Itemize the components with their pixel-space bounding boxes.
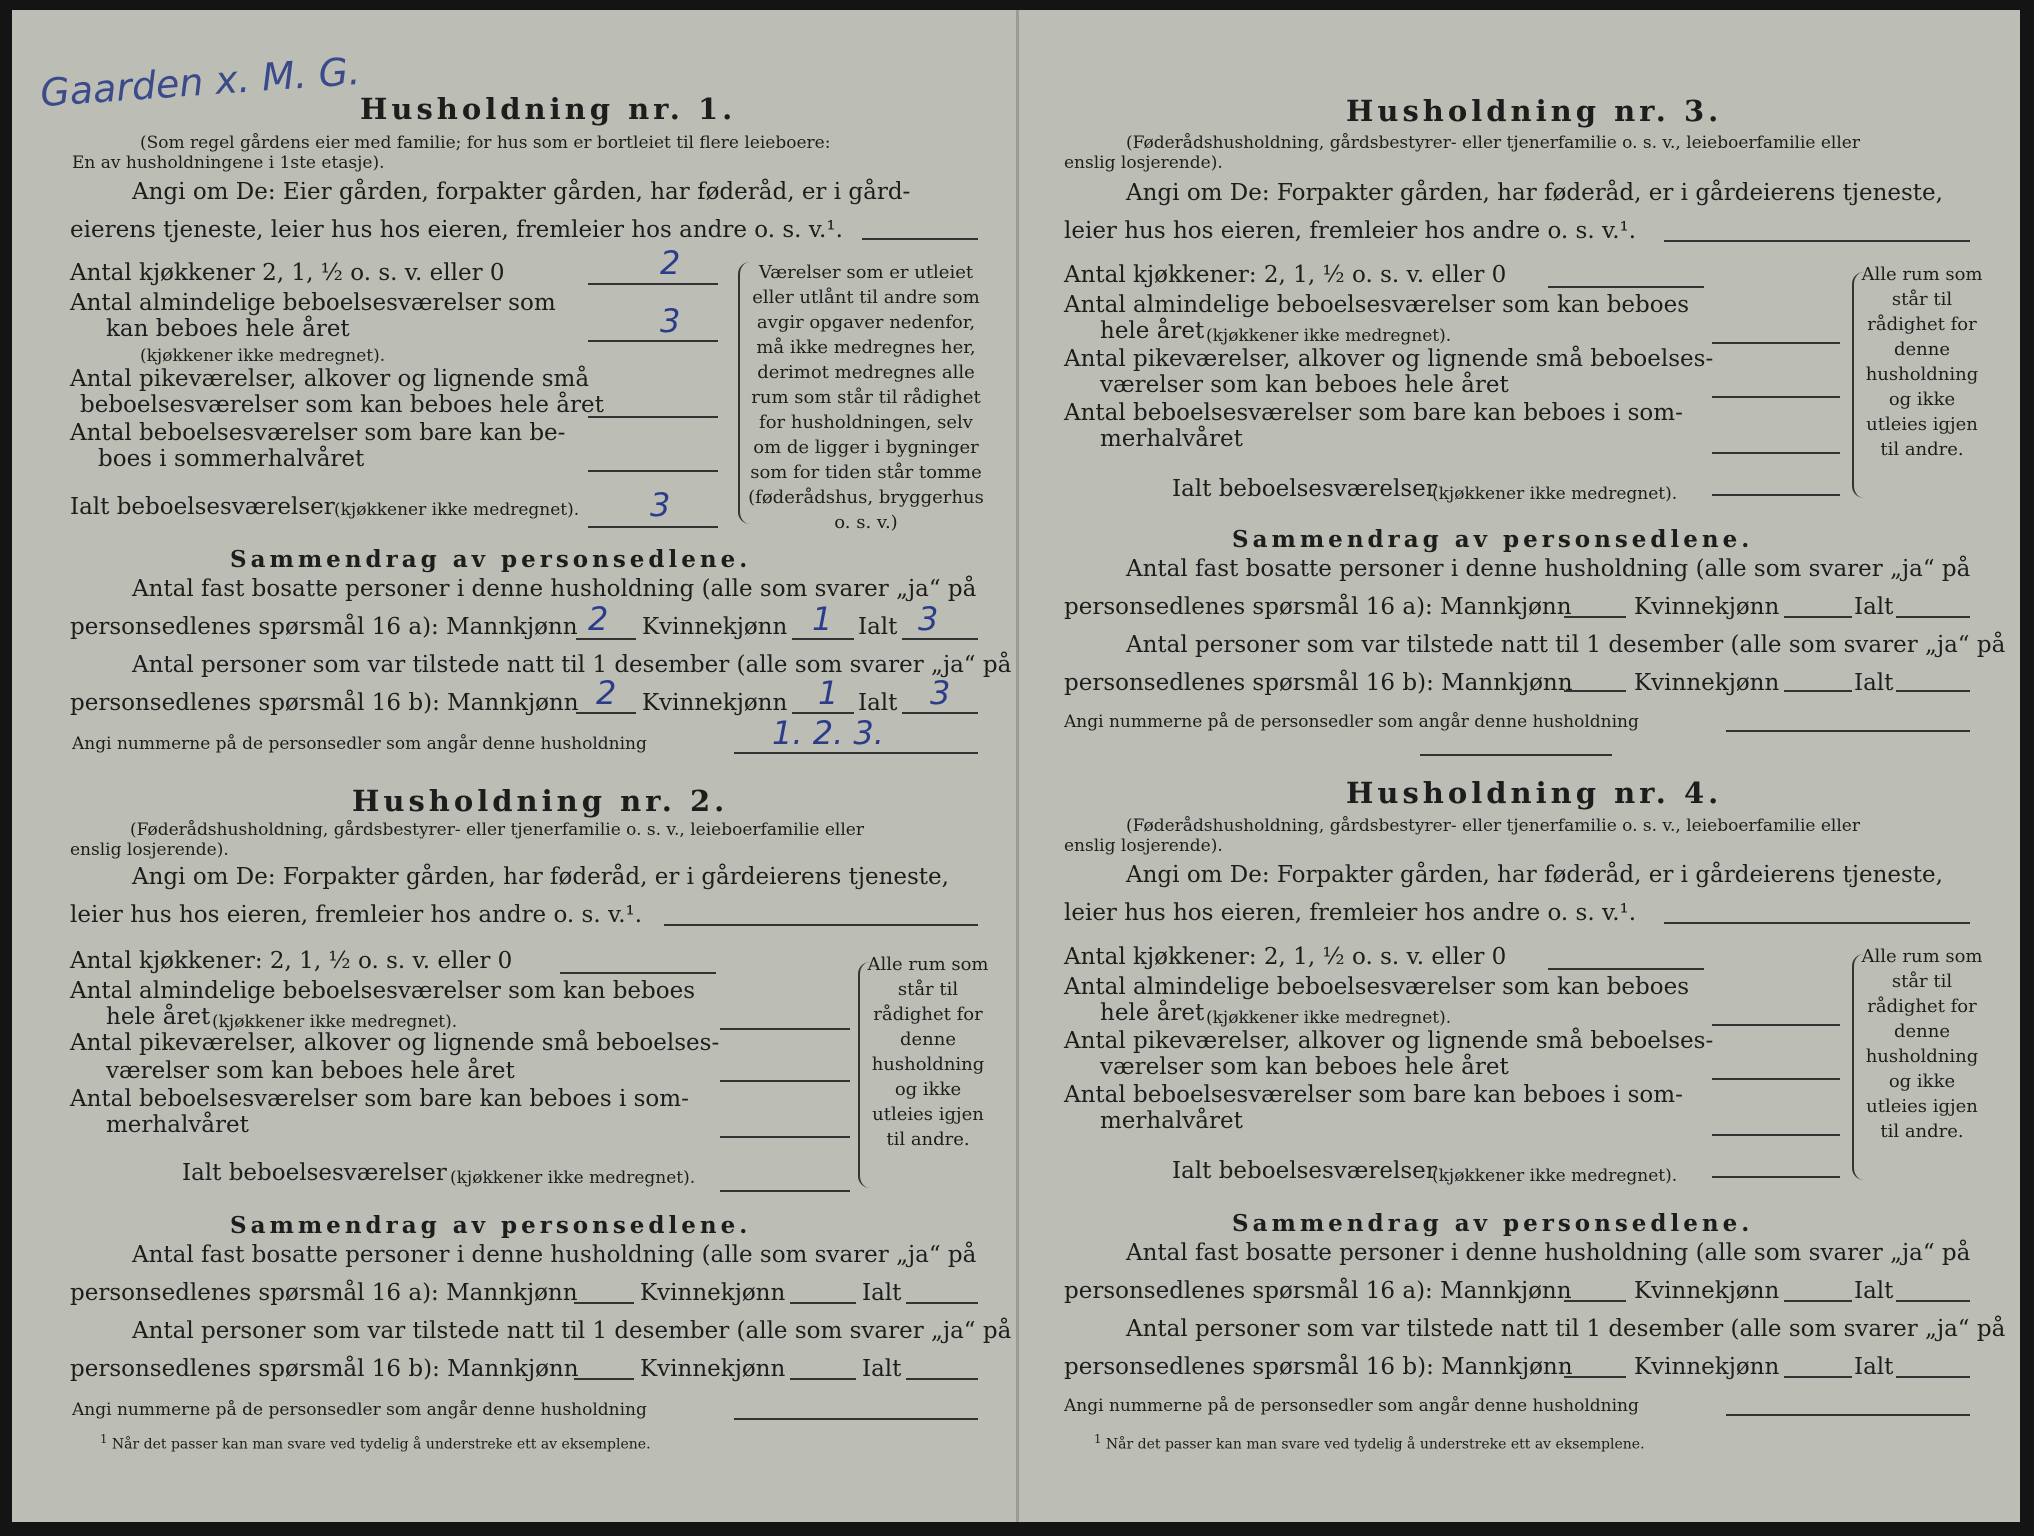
footnote-right-text: Når det passer kan man svare ved tydelig å understreke ett av eksemplene. [1105,1436,1645,1453]
h1-s1-female: 1 [812,600,833,638]
footnote-left-text: Når det passer kan man svare ved tydelig å understreke ett av eksemplene. [111,1436,651,1453]
h1-numbers-label: Angi nummerne på de personsedler som angår denne husholdning [72,734,647,754]
h2-kitchens-label: Antal kjøkkener: 2, 1, ½ o. s. v. eller 0 [70,948,513,974]
h4-s2-total-label: Ialt [1854,1354,1894,1380]
h2-total-label: Ialt beboelsesværelser [182,1160,447,1186]
h4-rooms-note: (kjøkkener ikke medregnet). [1206,1008,1452,1028]
h4-summer-label-1: Antal beboelsesværelser som bare kan beboes i som- [1064,1082,1683,1108]
h2-s2-text: Antal personer som var tilstede natt til 1 desember (alle som svarer „ja“ på [132,1318,1012,1344]
h2-s1-total-label: Ialt [862,1280,902,1306]
h1-summer-label-2: boes i sommerhalvåret [98,446,365,472]
household-2-angi-2: leier hus hos eieren, fremleier hos andre o. s. v.¹. [70,902,643,928]
h2-rooms-label-1: Antal almindelige beboelsesværelser som kan beboes [70,978,696,1004]
h2-summer-label-1: Antal beboelsesværelser som bare kan beboes i som- [70,1086,689,1112]
h4-s2-female-label: Kvinnekjønn [1634,1354,1780,1380]
h1-s1-total-label: Ialt [858,614,898,640]
h3-summary-title: Sammendrag av personsedlene. [1232,526,1754,553]
h4-s1-label: personsedlenes spørsmål 16 a): Mannkjønn [1064,1278,1572,1304]
h1-total-value: 3 [650,486,671,524]
h2-s2-total-label: Ialt [862,1356,902,1382]
household-1-intro-2: En av husholdningene i 1ste etasje). [72,153,385,173]
h4-numbers-label: Angi nummerne på de personsedler som angår denne husholdning [1064,1396,1639,1416]
h1-rooms-label-1: Antal almindelige beboelsesværelser som [70,290,556,316]
household-4-intro-2: enslig losjerende). [1064,836,1223,856]
h2-pike-label-1: Antal pikeværelser, alkover og lignende små beboelses- [70,1030,720,1056]
h3-total-note: (kjøkkener ikke medregnet). [1432,484,1678,504]
h3-s2-female-label: Kvinnekjønn [1634,670,1780,696]
h3-pike-label-1: Antal pikeværelser, alkover og lignende små beboelses- [1064,346,1714,372]
h4-s1-female-label: Kvinnekjønn [1634,1278,1780,1304]
household-3-intro-1: (Føderådshusholdning, gårdsbestyrer- eller tjenerfamilie o. s. v., leieboerfamilie eller [1126,133,1860,153]
h2-s1-text: Antal fast bosatte personer i denne husholdning (alle som svarer „ja“ på [132,1242,977,1268]
h1-s2-female-label: Kvinnekjønn [642,690,788,716]
h4-summary-title: Sammendrag av personsedlene. [1232,1210,1754,1237]
household-4-title: Husholdning nr. 4. [1346,776,1723,810]
h3-s2-label: personsedlenes spørsmål 16 b): Mannkjønn [1064,670,1573,696]
household-2-title: Husholdning nr. 2. [352,784,729,818]
h3-rooms-note: (kjøkkener ikke medregnet). [1206,326,1452,346]
h4-total-note: (kjøkkener ikke medregnet). [1432,1166,1678,1186]
h1-total-label: Ialt beboelsesværelser [70,494,335,520]
household-4-angi-2: leier hus hos eieren, fremleier hos andre o. s. v.¹. [1064,900,1637,926]
h3-s1-female-label: Kvinnekjønn [1634,594,1780,620]
h3-s1-total-label: Ialt [1854,594,1894,620]
h2-s1-label: personsedlenes spørsmål 16 a): Mannkjønn [70,1280,578,1306]
h3-s1-label: personsedlenes spørsmål 16 a): Mannkjønn [1064,594,1572,620]
household-2-angi-1: Angi om De: Forpakter gården, har føderåd, er i gårdeierens tjeneste, [132,864,949,890]
footnote-right: $^1$ Når det passer kan man svare ved tydelig å understreke ett av eksemplene. [1094,1432,1645,1453]
h1-rooms-label-2: kan beboes hele året [106,316,350,342]
h1-rooms-note: (kjøkkener ikke medregnet). [140,346,386,366]
h3-summer-label-2: merhalvåret [1100,426,1243,452]
h1-rooms-value: 3 [660,302,681,340]
household-1-angi-2: eierens tjeneste, leier hus hos eieren, fremleier hos andre o. s. v.¹. [70,217,843,243]
h3-bracket-note: Alle rum som står til rådighet for denne husholdning og ikke utleies igjen til andre. [1861,264,1983,460]
h1-s1-total: 3 [918,600,939,638]
h2-summer-label-2: merhalvåret [106,1112,249,1138]
h2-s1-female-label: Kvinnekjønn [640,1280,786,1306]
h1-summer-label-1: Antal beboelsesværelser som bare kan be- [70,420,566,446]
household-2-intro-2: enslig losjerende). [70,840,229,860]
h2-summary-title: Sammendrag av personsedlene. [230,1212,752,1239]
h1-bracket-note: Værelser som er utleiet eller utlånt til andre som avgir opgaver nedenfor, må ikke medregnes her, derimot medregnes alle rum som står til rådighet for husholdningen, selv om de ligger i bygninger som for tiden står tomme (føderådshus, bryggerhus o. s. v.) [748,262,984,533]
h2-pike-label-2: værelser som kan beboes hele året [106,1058,515,1084]
margin-note: Gaarden x. M. G. [38,48,362,116]
h1-s1-male: 2 [588,600,609,638]
h1-s1-text: Antal fast bosatte personer i denne husholdning (alle som svarer „ja“ på [132,576,977,602]
household-3-angi-2: leier hus hos eieren, fremleier hos andre o. s. v.¹. [1064,218,1637,244]
h1-pike-label-2: beboelsesværelser som kan beboes hele året [80,392,604,418]
h1-s2-text: Antal personer som var tilstede natt til 1 desember (alle som svarer „ja“ på [132,652,1012,678]
h3-kitchens-label: Antal kjøkkener: 2, 1, ½ o. s. v. eller 0 [1064,262,1507,288]
h1-s2-female: 1 [818,674,839,712]
h4-kitchens-label: Antal kjøkkener: 2, 1, ½ o. s. v. eller 0 [1064,944,1507,970]
household-3-title: Husholdning nr. 3. [1346,94,1723,128]
h3-summer-label-1: Antal beboelsesværelser som bare kan beboes i som- [1064,400,1683,426]
page-fold [1016,10,1019,1522]
h1-s1-female-label: Kvinnekjønn [642,614,788,640]
h1-s2-total: 3 [930,674,951,712]
h2-numbers-label: Angi nummerne på de personsedler som angår denne husholdning [72,1400,647,1420]
footnote-left: $^1$ Når det passer kan man svare ved tydelig å understreke ett av eksemplene. [100,1432,651,1453]
h3-s1-text: Antal fast bosatte personer i denne husholdning (alle som svarer „ja“ på [1126,556,1971,582]
h3-rooms-label-1: Antal almindelige beboelsesværelser som kan beboes [1064,292,1690,318]
h2-s2-label: personsedlenes spørsmål 16 b): Mannkjønn [70,1356,579,1382]
household-4-intro-1: (Føderådshusholdning, gårdsbestyrer- eller tjenerfamilie o. s. v., leieboerfamilie eller [1126,816,1860,836]
h4-rooms-label-1: Antal almindelige beboelsesværelser som kan beboes [1064,974,1690,1000]
h1-s1-label: personsedlenes spørsmål 16 a): Mannkjønn [70,614,578,640]
h3-rooms-label-2: hele året [1100,318,1205,344]
household-1-intro-1: (Som regel gårdens eier med familie; for hus som er bortleiet til flere leieboere: [140,133,831,153]
h4-s1-text: Antal fast bosatte personer i denne husholdning (alle som svarer „ja“ på [1126,1240,1971,1266]
h3-pike-label-2: værelser som kan beboes hele året [1100,372,1509,398]
h3-s2-total-label: Ialt [1854,670,1894,696]
h4-pike-label-2: værelser som kan beboes hele året [1100,1054,1509,1080]
h4-summer-label-2: merhalvåret [1100,1108,1243,1134]
h4-rooms-label-2: hele året [1100,1000,1205,1026]
h2-s2-female-label: Kvinnekjønn [640,1356,786,1382]
h1-s2-male: 2 [596,674,617,712]
h1-total-note: (kjøkkener ikke medregnet). [334,500,580,520]
household-2-intro-1: (Føderådshusholdning, gårdsbestyrer- eller tjenerfamilie o. s. v., leieboerfamilie eller [130,820,864,840]
h2-total-note: (kjøkkener ikke medregnet). [450,1168,696,1188]
h4-total-label: Ialt beboelsesværelser [1172,1158,1437,1184]
h1-kitchens-label: Antal kjøkkener 2, 1, ½ o. s. v. eller 0 [70,260,505,286]
h3-numbers-label: Angi nummerne på de personsedler som angår denne husholdning [1064,712,1639,732]
h2-bracket-note: Alle rum som står til rådighet for denne husholdning og ikke utleies igjen til andre. [867,954,989,1150]
household-1-angi-1: Angi om De: Eier gården, forpakter gården, har føderåd, er i gård- [132,179,911,205]
h1-pike-label-1: Antal pikeværelser, alkover og lignende små [70,366,590,392]
h2-rooms-label-2: hele året [106,1004,211,1030]
h4-pike-label-1: Antal pikeværelser, alkover og lignende små beboelses- [1064,1028,1714,1054]
h4-s1-total-label: Ialt [1854,1278,1894,1304]
household-3-intro-2: enslig losjerende). [1064,153,1223,173]
h4-s2-text: Antal personer som var tilstede natt til 1 desember (alle som svarer „ja“ på [1126,1316,2006,1342]
h2-rooms-note: (kjøkkener ikke medregnet). [212,1012,458,1032]
h1-summary-title: Sammendrag av personsedlene. [230,546,752,573]
household-1-title: Husholdning nr. 1. [360,92,737,126]
h3-total-label: Ialt beboelsesværelser [1172,476,1437,502]
h3-s2-text: Antal personer som var tilstede natt til 1 desember (alle som svarer „ja“ på [1126,632,2006,658]
household-3-angi-1: Angi om De: Forpakter gården, har føderåd, er i gårdeierens tjeneste, [1126,180,1943,206]
h1-s2-total-label: Ialt [858,690,898,716]
h1-numbers-value: 1. 2. 3. [772,714,884,752]
h1-kitchens-value: 2 [660,244,681,282]
h4-bracket-note: Alle rum som står til rådighet for denne husholdning og ikke utleies igjen til andre. [1861,946,1983,1142]
h1-s2-label: personsedlenes spørsmål 16 b): Mannkjønn [70,690,579,716]
h4-s2-label: personsedlenes spørsmål 16 b): Mannkjønn [1064,1354,1573,1380]
household-4-angi-1: Angi om De: Forpakter gården, har føderåd, er i gårdeierens tjeneste, [1126,862,1943,888]
